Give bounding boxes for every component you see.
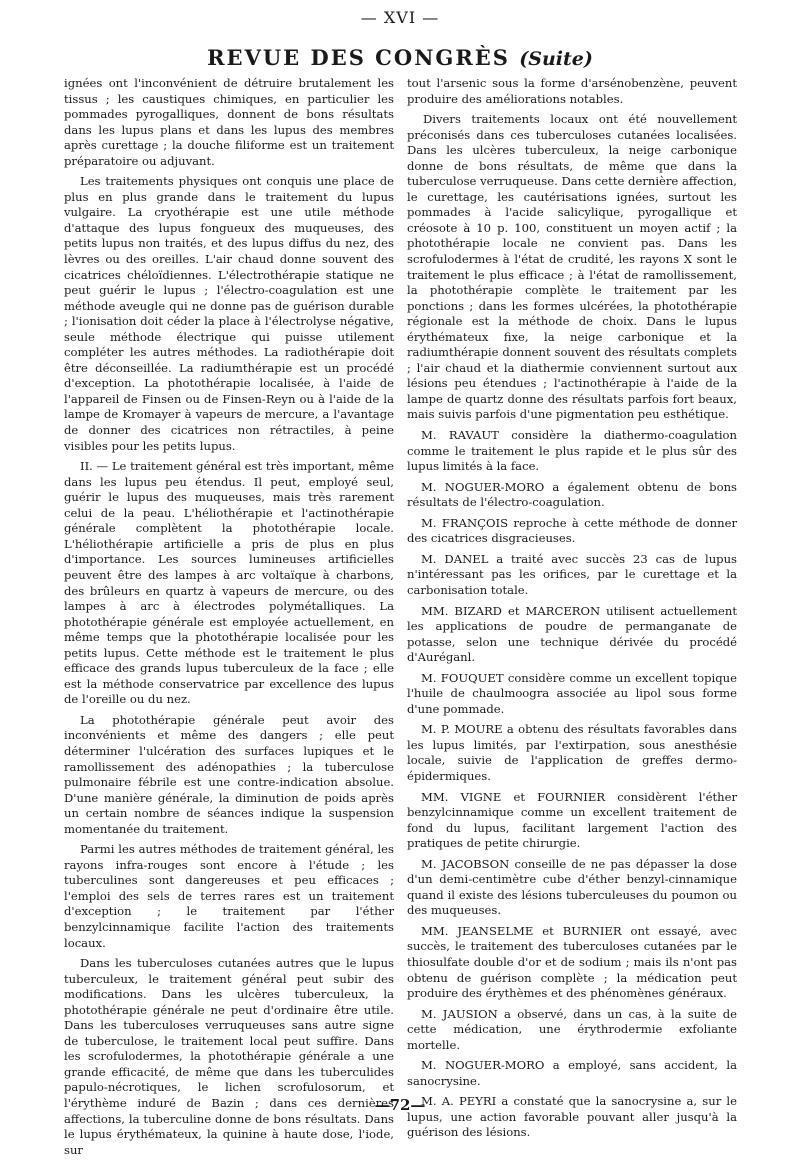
right-column <box>407 76 737 1146</box>
paragraph: Dans les tuberculoses cutanées autres que le lupus tuberculeux, le traitement général peut subir des modifications. Dans les ulcères tuberculeux, la photothérapie générale ne peut d'ordinaire être utile. Dans les tuberculoses verruqueuses sans autre signe de tuberculose, le traitement local peut suffire. Dans les scrofulodermes, la photothérapie générale a une grande efficacité, de même que dans les tuberculides papulo-nécrotiques, le lichen scrofulosorum, et l'érythème induré de Bazin ; dans ces dernières affections, la tuberculine donne de bons résultats. Dans le lupus érythémateux, la quinine à haute dose, l'iode, sur <box>64 956 394 1157</box>
paragraph: M. FRANÇOIS reproche à cette méthode de donner des cicatrices disgracieuses. <box>407 515 737 546</box>
paragraph: M. P. MOURE a obtenu des résultats favorables dans les lupus limités, par l'extirpation, sous anesthésie locale, suivie de l'application de greffes dermo-épidermiques. <box>407 722 737 783</box>
paragraph: M. RAVAUT considère la diathermo-coagulation comme le traitement le plus rapide et le plus sûr des lupus limités à la face. <box>407 428 737 474</box>
page-number-bottom: —72— <box>374 1096 426 1114</box>
paragraph: M. JAUSION a observé, dans un cas, à la suite de cette médication, une érythrodermie exfoliante mortelle. <box>407 1006 737 1052</box>
paragraph: ignées ont l'inconvénient de détruire brutalement les tissus ; les caustiques chimiques, en particulier les pommades pyrogalliques, donnent de bons résultats dans les lupus plans et dans les lupus des membres après curettage ; la douche filiforme est un traitement préparatoire ou adjuvant. <box>64 76 394 168</box>
paragraph: M. JACOBSON conseille de ne pas dépasser la dose d'un demi-centimètre cube d'éther benzyl-cinnamique quand il existe des lésions tuberculeuses du poumon ou des muqueuses. <box>407 856 737 918</box>
paragraph: M. A. PEYRI a constaté que la sanocrysine a, sur le lupus, une action favorable pouvant aller jusqu'à la guérison des lésions. <box>407 1094 737 1140</box>
paragraph: M. FOUQUET considère comme un excellent topique l'huile de chaulmoogra associée au lipol sous forme d'une pommade. <box>407 670 737 716</box>
paragraph: tout l'arsenic sous la forme d'arsénobenzène, peuvent produire des améliorations notables. <box>407 76 737 106</box>
paragraph: Parmi les autres méthodes de traitement général, les rayons infra-rouges sont encore à l'étude ; les tuberculines sont dangereuses et peu efficaces ; l'emploi des sels de terres rares est un traitement d'exception ; le traitement par l'éther benzylcinnamique facilite l'action des traitements locaux. <box>64 842 394 950</box>
title-text: REVUE DES CONGRÈS <box>207 45 510 70</box>
left-column <box>64 76 394 1163</box>
paragraph: M. NOGUER-MORO a également obtenu de bons résultats de l'électro-coagulation. <box>407 479 737 510</box>
paragraph: MM. VIGNE et FOURNIER considèrent l'éther benzylcinnamique comme un excellent traitement de fond du lupus, facilitant largement l'action des pratiques de petite chirurgie. <box>407 789 737 851</box>
page-number-top: — XVI — <box>360 8 440 27</box>
paragraph: La photothérapie générale peut avoir des inconvénients et même des dangers ; elle peut déterminer l'ulcération des surfaces lupiques et le ramollissement des adénopathies ; la tuberculose pulmonaire fébrile est une contre-indication absolue. D'une manière générale, la diminution de poids après un certain nombre de séances indique la suspension momentanée du traitement. <box>64 712 394 836</box>
page-title <box>0 45 800 70</box>
title-suite: (Suite) <box>519 48 593 70</box>
paragraph: II. — Le traitement général est très important, même dans les lupus peu étendus. Il peut, employé seul, guérir le lupus des muqueuses, mais très rarement celui de la peau. L'héliothérapie et l'actinothérapie générale complètent la photothérapie locale. L'héliothérapie artificielle a pris de plus en plus d'importance. Les sources lumineuses artificielles peuvent être des lampes à arc voltaïque à charbons, des brûleurs en quartz à vapeurs de mercure, ou des lampes à arc à électrodes polymétalliques. La photothérapie générale est employée actuellement, en même temps que la photothérapie localisée pour les petits lupus. Cette méthode est le traitement le plus efficace des grands lupus tuberculeux de la face ; elle est la méthode conservatrice par excellence des lupus de l'oreille ou du nez. <box>64 459 394 707</box>
paragraph: Divers traitements locaux ont été nouvellement préconisés dans ces tuberculoses cutanées localisées. Dans les ulcères tuberculeux, la neige carbonique donne de bons résultats, de même que dans la tuberculose verruqueuse. Dans cette dernière affection, le curettage, les cautérisations ignées, surtout les pommades à l'acide salicylique, pyrogallique et créosote à 10 p. 100, constituent un moyen actif ; la photothérapie locale ne convient pas. Dans les scrofulodermes à l'état de crudité, les rayons X sont le traitement le plus efficace ; à l'état de ramollissement, la photothérapie complète le traitement par les ponctions ; dans les formes ulcérées, la photothérapie régionale est la méthode de choix. Dans le lupus érythémateux fixe, la neige carbonique et la radiumthérapie donnent souvent des résultats complets ; l'air chaud et la diathermie conviennent surtout aux lésions peu étendues ; l'actinothérapie à l'aide de la lampe de quartz donne des résultats parfois fort beaux, mais suivis parfois d'une pigmentation peu esthétique. <box>407 112 737 422</box>
paragraph: MM. BIZARD et MARCERON utilisent actuellement les applications de poudre de permanganate de potasse, selon une technique dérivée du procédé d'Auréganl. <box>407 603 737 665</box>
paragraph: M. DANEL a traité avec succès 23 cas de lupus n'intéressant pas les orifices, par le curettage et la carbonisation totale. <box>407 551 737 597</box>
paragraph: MM. JEANSELME et BURNIER ont essayé, avec succès, le traitement des tuberculoses cutanées par le thiosulfate double d'or et de sodium ; mais ils n'ont pas obtenu de guérison complète ; la médication peut produire des érythèmes et des phénomènes généraux. <box>407 923 737 1001</box>
paragraph: M. NOGUER-MORO a employé, sans accident, la sanocrysine. <box>407 1058 737 1088</box>
paragraph: Les traitements physiques ont conquis une place de plus en plus grande dans le traitement du lupus vulgaire. La cryothérapie est une utile méthode d'attaque des lupus fongueux des muqueuses, des petits lupus non traités, et des lupus diffus du nez, des lèvres ou des oreilles. L'air chaud donne souvent des cicatrices chéloïdiennes. L'électrothérapie statique ne peut guérir le lupus ; l'électro-coagulation est une méthode aveugle qui ne donne pas de guérison durable ; l'ionisation doit céder la place à l'électrolyse négative, seule méthode électrique qui puisse utilement compléter les autres méthodes. La radiothérapie doit être déconseillée. La radiumthérapie est un procédé d'exception. La photothérapie localisée, à l'aide de l'appareil de Finsen ou de Finsen-Reyn ou à l'aide de la lampe de Kromayer à vapeurs de mercure, a l'avantage de donner des cicatrices non rétractiles, à peine visibles pour les petits lupus. <box>64 174 394 453</box>
